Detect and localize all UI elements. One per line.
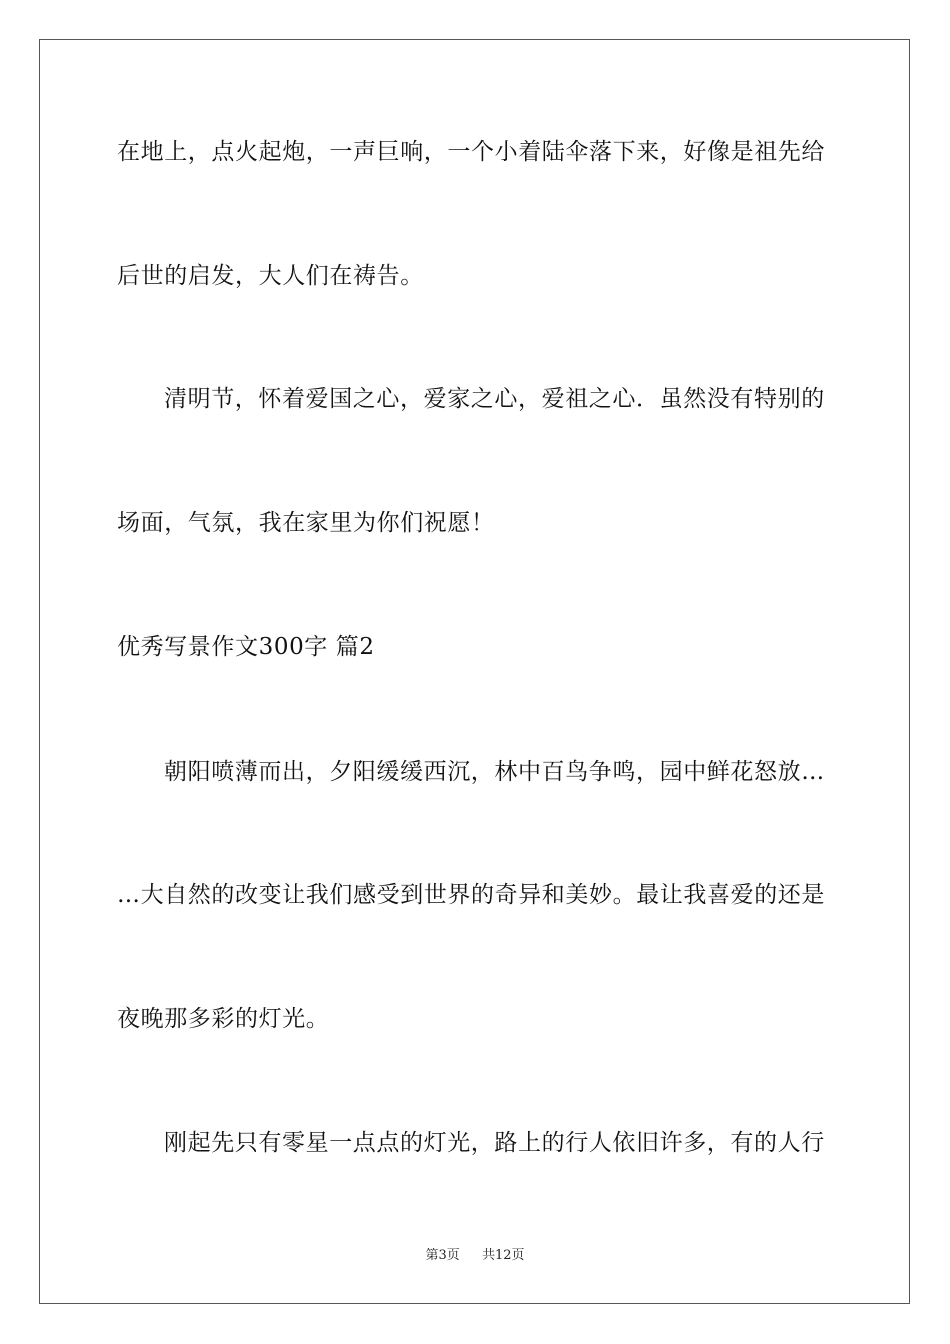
paragraph-line-8: 刚起先只有零星一点点的灯光，路上的行人依旧许多，有的人行 [164, 1130, 825, 1156]
page-total: 共12页 [482, 1248, 525, 1263]
paragraph-line-2: 后世的启发，大人们在祷告。 [117, 263, 424, 289]
page-number: 第3页 [425, 1248, 460, 1263]
section-heading: 优秀写景作文300字 篇2 [117, 634, 375, 660]
paragraph-line-5: 朝阳喷薄而出，夕阳缓缓西沉，林中百鸟争鸣，园中鲜花怒放… [164, 759, 825, 785]
paragraph-line-1: 在地上，点火起炮，一声巨响，一个小着陆伞落下来，好像是祖先给 [117, 139, 825, 165]
page-border [39, 39, 910, 1304]
page-footer [0, 1247, 950, 1265]
paragraph-line-6: …大自然的改变让我们感受到世界的奇异和美妙。最让我喜爱的还是 [117, 882, 825, 908]
paragraph-line-4: 场面，气氛，我在家里为你们祝愿！ [117, 510, 495, 536]
paragraph-line-7: 夜晚那多彩的灯光。 [117, 1006, 330, 1032]
paragraph-line-3: 清明节，怀着爱国之心，爱家之心，爱祖之心．虽然没有特别的 [164, 386, 825, 412]
